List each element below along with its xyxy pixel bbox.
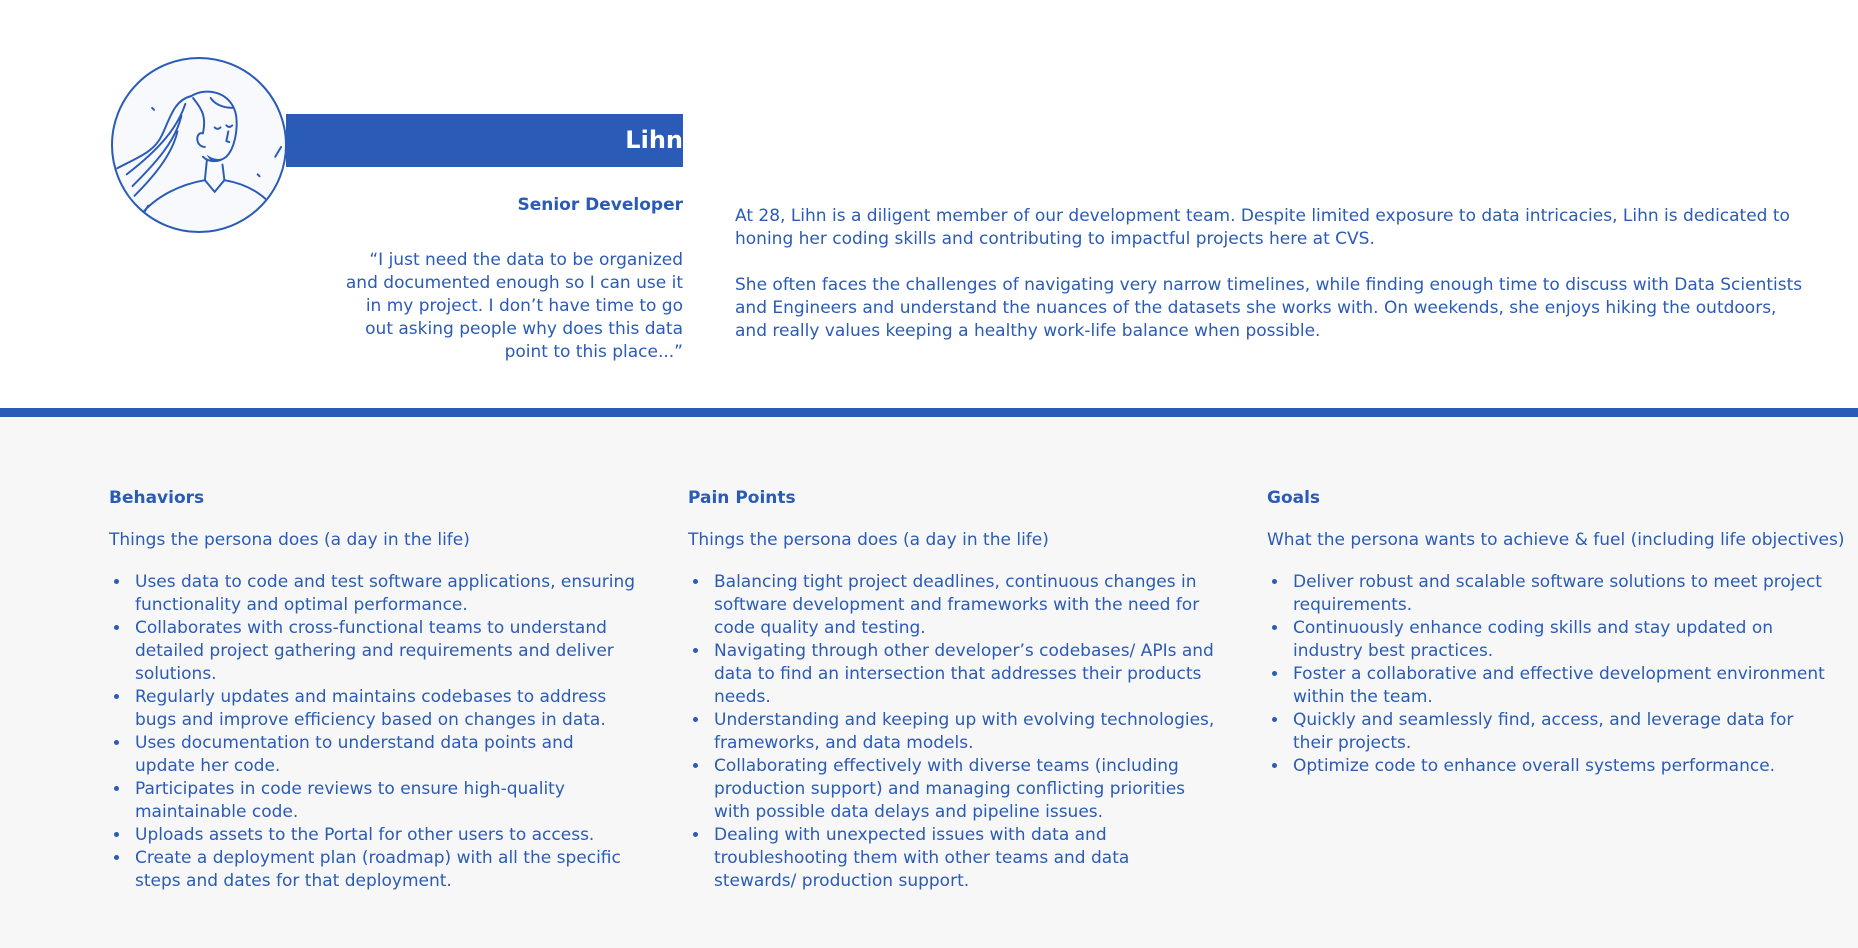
list-item: • Regularly updates and maintains codebases to address bugs and improve efficiency based on changes in data.: [131, 686, 637, 732]
persona-name: Lihn: [625, 126, 683, 154]
woman-portrait-icon: [113, 59, 285, 231]
pain-points-section: [688, 487, 1216, 893]
section-title: Behaviors: [109, 488, 205, 508]
behaviors-list: [109, 571, 637, 893]
section-title: Goals: [1267, 488, 1321, 508]
pain-points-list: [688, 571, 1216, 893]
persona-quote: “I just need the data to be organized and documented enough so I can use it in my project. I don’t have time to go out asking people why does this data point to this place...”: [345, 250, 683, 362]
list-item: • Participates in code reviews to ensure high-quality maintainable code.: [131, 778, 637, 824]
persona-details: [0, 417, 1858, 948]
list-item: • Uses data to code and test software applications, ensuring functionality and optimal performance.: [131, 571, 637, 617]
persona-role: Senior Developer: [517, 195, 683, 215]
list-item: • Foster a collaborative and effective development environment within the team.: [1289, 663, 1829, 709]
list-item: • Continuously enhance coding skills and stay updated on industry best practices.: [1289, 617, 1829, 663]
list-item: • Collaborating effectively with diverse teams (including production support) and managing conflicting priorities with possible data delays and pipeline issues.: [710, 755, 1216, 824]
list-item: • Optimize code to enhance overall systems performance.: [1289, 755, 1829, 778]
list-item: • Collaborates with cross-functional teams to understand detailed project gathering and requirements and deliver solutions.: [131, 617, 637, 686]
goals-section: [1267, 487, 1847, 778]
section-subtitle: Things the persona does (a day in the life): [109, 530, 470, 550]
list-item: • Dealing with unexpected issues with data and troubleshooting them with other teams and data stewards/ production support.: [710, 824, 1216, 893]
behaviors-section: [109, 487, 637, 893]
goals-list: [1267, 571, 1829, 778]
bio-paragraph: At 28, Lihn is a diligent member of our development team. Despite limited exposure to data intricacies, Lihn is dedicated to honing her coding skills and contributing to impactful projects here at CVS.: [735, 206, 1790, 249]
list-item: • Deliver robust and scalable software solutions to meet project requirements.: [1289, 571, 1829, 617]
name-banner: [286, 114, 683, 167]
section-divider: [0, 408, 1858, 417]
section-title: Pain Points: [688, 488, 796, 508]
bio-paragraph: She often faces the challenges of navigating very narrow timelines, while finding enough time to discuss with Data Scientists and Engineers and understand the nuances of the datasets she works with. On weekends, she enjoys hiking the outdoors, and really values keeping a healthy work-life balance when possible.: [735, 275, 1803, 341]
list-item: • Uploads assets to the Portal for other users to access.: [131, 824, 637, 847]
persona-header: [0, 0, 1858, 408]
list-item: • Navigating through other developer’s codebases/ APIs and data to find an intersection that addresses their products needs.: [710, 640, 1216, 709]
list-item: • Balancing tight project deadlines, continuous changes in software development and frameworks with the need for code quality and testing.: [710, 571, 1216, 640]
list-item: • Create a deployment plan (roadmap) with all the specific steps and dates for that deployment.: [131, 847, 637, 893]
section-subtitle: Things the persona does (a day in the life): [688, 530, 1049, 550]
list-item: • Uses documentation to understand data points and update her code.: [131, 732, 637, 778]
list-item: • Quickly and seamlessly find, access, and leverage data for their projects.: [1289, 709, 1829, 755]
list-item: • Understanding and keeping up with evolving technologies, frameworks, and data models.: [710, 709, 1216, 755]
avatar: [111, 57, 287, 233]
persona-bio: [735, 205, 1805, 366]
section-subtitle: What the persona wants to achieve & fuel (including life objectives): [1267, 530, 1845, 550]
